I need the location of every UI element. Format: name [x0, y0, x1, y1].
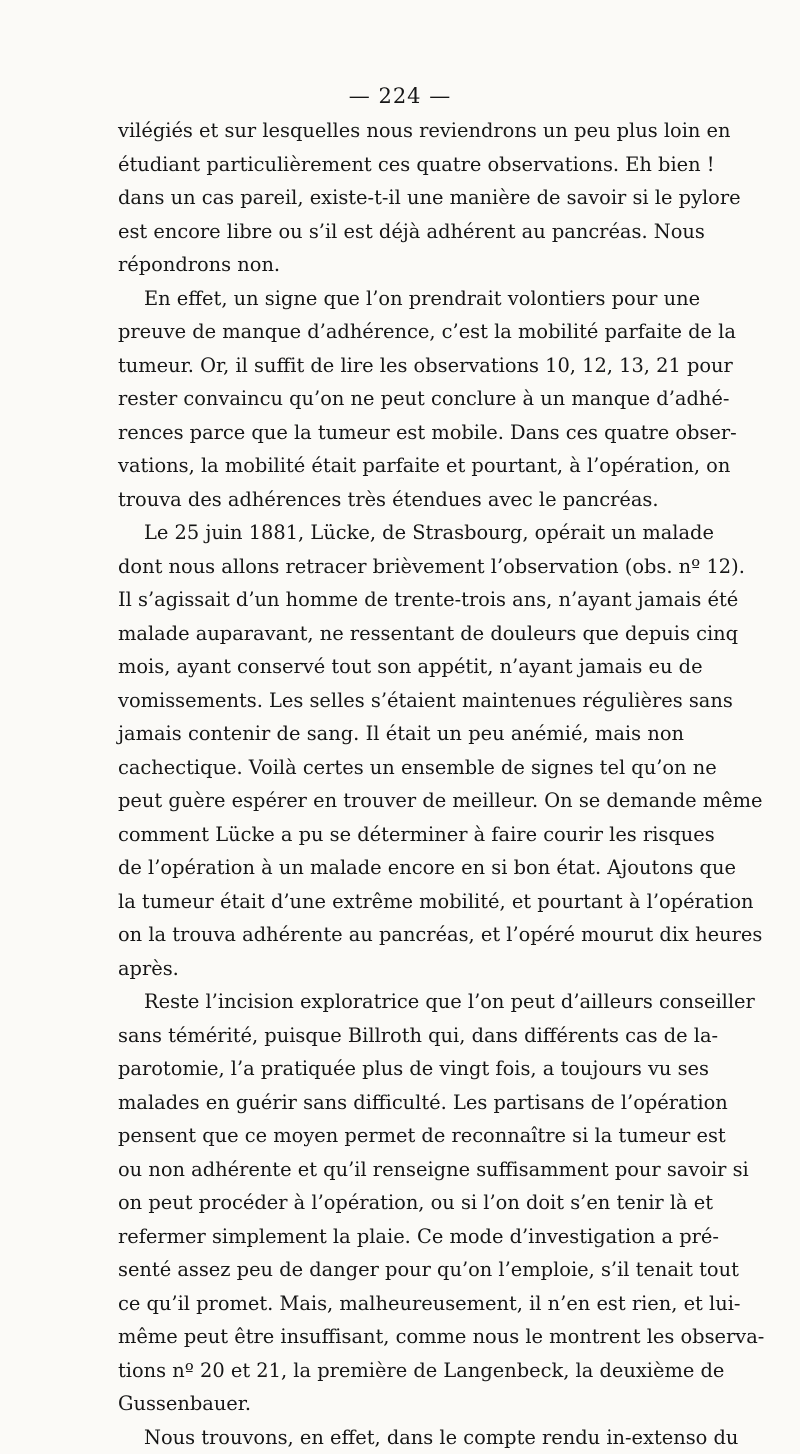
text-line: ce qu’il promet. Mais, malheureusement, il n’en est rien, et lui-: [118, 1287, 684, 1321]
text-line: dans un cas pareil, existe-t-il une manière de savoir si le pylore: [118, 181, 684, 215]
text-line: jamais contenir de sang. Il était un peu anémié, mais non: [118, 717, 684, 751]
text-line: la tumeur était d’une extrême mobilité, et pourtant à l’opération: [118, 885, 684, 919]
text-line: malade auparavant, ne ressentant de douleurs que depuis cinq: [118, 617, 684, 651]
text-line: vilégiés et sur lesquelles nous reviendrons un peu plus loin en: [118, 114, 684, 148]
text-line: rences parce que la tumeur est mobile. Dans ces quatre obser-: [118, 416, 684, 450]
text-line: trouva des adhérences très étendues avec le pancréas.: [118, 483, 684, 517]
text-line: refermer simplement la plaie. Ce mode d’investigation a pré-: [118, 1220, 684, 1254]
text-line: malades en guérir sans difficulté. Les partisans de l’opération: [118, 1086, 684, 1120]
text-line: preuve de manque d’adhérence, c’est la mobilité parfaite de la: [118, 315, 684, 349]
text-line: ou non adhérente et qu’il renseigne suffisamment pour savoir si: [118, 1153, 684, 1187]
text-line: mois, ayant conservé tout son appétit, n’ayant jamais eu de: [118, 650, 684, 684]
text-line: parotomie, l’a pratiquée plus de vingt fois, a toujours vu ses: [118, 1052, 684, 1086]
body-text: [118, 114, 684, 1454]
text-line: après.: [118, 952, 684, 986]
text-line: senté assez peu de danger pour qu’on l’emploie, s’il tenait tout: [118, 1253, 684, 1287]
text-line: Il s’agissait d’un homme de trente-trois ans, n’ayant jamais été: [118, 583, 684, 617]
text-line: tions nº 20 et 21, la première de Langenbeck, la deuxième de: [118, 1354, 684, 1388]
text-line: Nous trouvons, en effet, dans le compte rendu in-extenso du: [118, 1421, 684, 1454]
text-line: En effet, un signe que l’on prendrait volontiers pour une: [118, 282, 684, 316]
page-number: — 224 —: [0, 84, 800, 108]
text-line: dont nous allons retracer brièvement l’observation (obs. nº 12).: [118, 550, 684, 584]
text-line: rester convaincu qu’on ne peut conclure à un manque d’adhé-: [118, 382, 684, 416]
text-line: de l’opération à un malade encore en si bon état. Ajoutons que: [118, 851, 684, 885]
text-line: vations, la mobilité était parfaite et pourtant, à l’opération, on: [118, 449, 684, 483]
text-line: même peut être insuffisant, comme nous le montrent les observa-: [118, 1320, 684, 1354]
text-line: est encore libre ou s’il est déjà adhérent au pancréas. Nous: [118, 215, 684, 249]
text-line: on la trouva adhérente au pancréas, et l’opéré mourut dix heures: [118, 918, 684, 952]
text-line: étudiant particulièrement ces quatre observations. Eh bien !: [118, 148, 684, 182]
text-line: pensent que ce moyen permet de reconnaître si la tumeur est: [118, 1119, 684, 1153]
text-line: tumeur. Or, il suffit de lire les observations 10, 12, 13, 21 pour: [118, 349, 684, 383]
text-line: répondrons non.: [118, 248, 684, 282]
text-line: Reste l’incision exploratrice que l’on peut d’ailleurs conseiller: [118, 985, 684, 1019]
text-line: Gussenbauer.: [118, 1387, 684, 1421]
text-line: Le 25 juin 1881, Lücke, de Strasbourg, opérait un malade: [118, 516, 684, 550]
text-line: sans témérité, puisque Billroth qui, dans différents cas de la-: [118, 1019, 684, 1053]
text-line: vomissements. Les selles s’étaient maintenues régulières sans: [118, 684, 684, 718]
text-line: on peut procéder à l’opération, ou si l’on doit s’en tenir là et: [118, 1186, 684, 1220]
text-line: comment Lücke a pu se déterminer à faire courir les risques: [118, 818, 684, 852]
text-line: peut guère espérer en trouver de meilleur. On se demande même: [118, 784, 684, 818]
text-line: cachectique. Voilà certes un ensemble de signes tel qu’on ne: [118, 751, 684, 785]
